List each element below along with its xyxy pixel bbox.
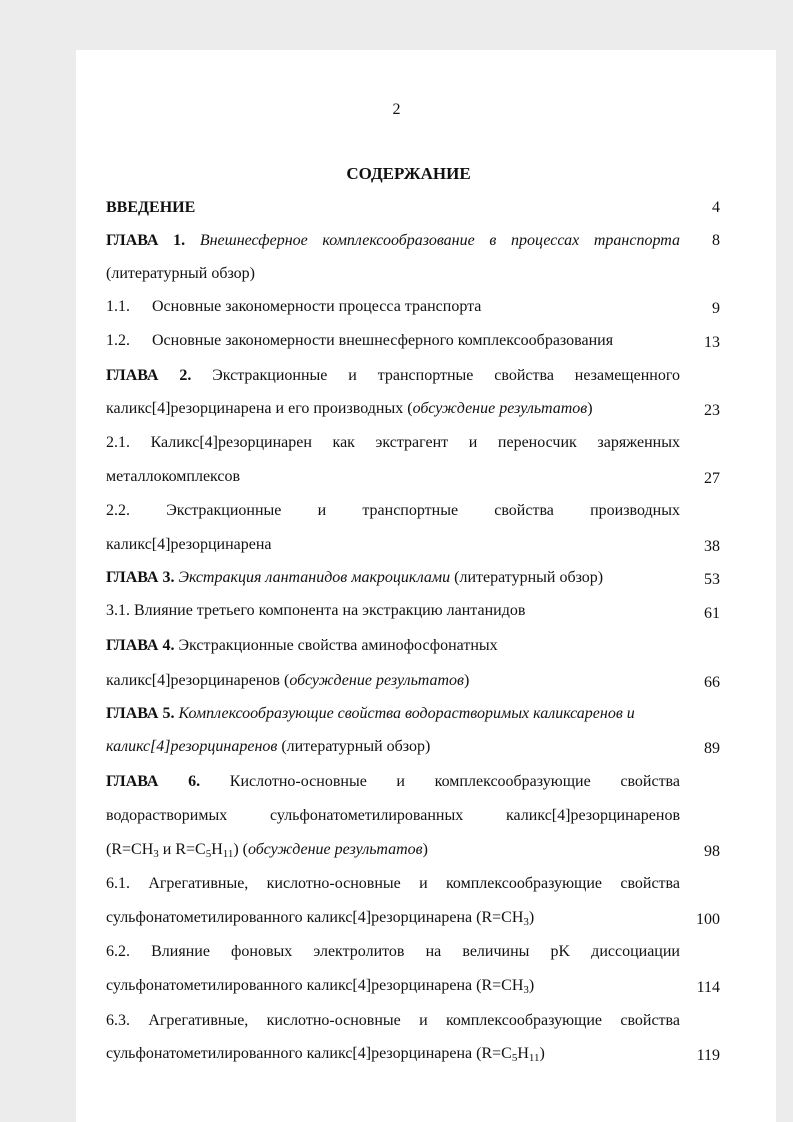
toc-entry-s6-2-cont: сульфонатометилированного каликс[4]резорцинарена $(R=CH_3)$ xyxy=(106,977,535,996)
toc-entry-s6-1: 6.1. Агрегативные, кислотно-основные и комплексообразующие свойства xyxy=(106,875,680,892)
toc-entry-intro: ВВЕДЕНИЕ xyxy=(106,199,196,216)
toc-entry-s2-1-cont: металлокомплексов xyxy=(106,468,241,485)
toc-entry-ch2-cont: каликс[4]резорцинарена и его производных (обсуждение результатов) xyxy=(106,400,593,417)
toc-entry-ch2: ГЛАВА 2. Экстракционные и транспортные свойства незамещенного xyxy=(106,367,681,384)
toc-page-ch6: 98 xyxy=(704,843,720,860)
toc-page-s2-2: 38 xyxy=(704,538,720,555)
toc-entry-s6-1-cont: сульфонатометилированного каликс[4]резорцинарена $(R=CH_3)$ xyxy=(106,909,535,928)
toc-page-ch5: 89 xyxy=(704,740,720,757)
toc-entry-ch6-cont2: ($R=CH_3$ и $R=C_5H_{11}$) (обсуждение результатов) xyxy=(106,841,428,860)
toc-entry-ch5-cont: каликс[4]резорцинаренов (литературный обзор) xyxy=(106,738,431,755)
toc-entry-ch5: ГЛАВА 5. Комплексообразующие свойства водорастворимых каликсаренов и xyxy=(106,705,635,722)
toc-entry-s2-1: 2.1. Каликс[4]резорцинарен как экстрагент и переносчик заряженных xyxy=(106,434,680,451)
toc-entry-s6-2: 6.2. Влияние фоновых электролитов на величины pK диссоциации xyxy=(106,943,680,960)
toc-page-intro: 4 xyxy=(712,199,720,216)
toc-entry-ch1: ГЛАВА 1. Внешнесферное комплексообразование в процессах транспорта xyxy=(106,232,680,249)
toc-entry-ch4-cont: каликс[4]резорцинаренов (обсуждение результатов) xyxy=(106,672,470,689)
toc-page-s2-1: 27 xyxy=(704,470,720,487)
toc-page-ch2: 23 xyxy=(704,402,720,419)
toc-entry-s2-2-cont: каликс[4]резорцинарена xyxy=(106,536,272,553)
toc-heading: СОДЕРЖАНИЕ xyxy=(346,164,471,183)
toc-entry-s6-3: 6.3. Агрегативные, кислотно-основные и комплексообразующие свойства xyxy=(106,1012,680,1029)
toc-entry-s3-1: 3.1. Влияние третьего компонента на экстракцию лантанидов xyxy=(106,602,526,619)
toc-page-ch1: 8 xyxy=(712,232,720,249)
toc-entry-s1-1: 1.1. Основные закономерности процесса транспорта xyxy=(106,298,482,315)
toc-page-s6-3: 119 xyxy=(696,1047,720,1064)
toc-page-s1-1: 9 xyxy=(712,300,720,317)
toc-page-s6-2: 114 xyxy=(696,979,720,996)
toc-entry-ch1-note: (литературный обзор) xyxy=(106,265,256,282)
toc-entry-s2-2: 2.2. Экстракционные и транспортные свойства производных xyxy=(106,502,680,519)
toc-page-s3-1: 61 xyxy=(704,605,720,622)
toc-entry-s6-3-cont: сульфонатометилированного каликс[4]резорцинарена $(R=C_5H_{11})$ xyxy=(106,1045,545,1064)
toc-entry-ch6-cont: водорастворимых сульфонатометилированных каликс[4]резорцинаренов xyxy=(106,807,680,824)
toc-entry-s1-2: 1.2. Основные закономерности внешнесферного комплексообразования xyxy=(106,332,614,349)
toc-page-ch4: 66 xyxy=(704,674,720,691)
toc-entry-ch3: ГЛАВА 3. Экстракция лантанидов макроциклами (литературный обзор) xyxy=(106,569,604,586)
toc-entry-ch6: ГЛАВА 6. Кислотно-основные и комплексообразующие свойства xyxy=(106,773,681,790)
toc-page-s1-2: 13 xyxy=(704,334,720,351)
toc-page-s6-1: 100 xyxy=(696,911,720,928)
toc-page-ch3: 53 xyxy=(704,571,720,588)
toc-entry-ch4: ГЛАВА 4. Экстракционные свойства аминофосфонатных xyxy=(106,637,498,654)
page-number: 2 xyxy=(392,101,401,118)
